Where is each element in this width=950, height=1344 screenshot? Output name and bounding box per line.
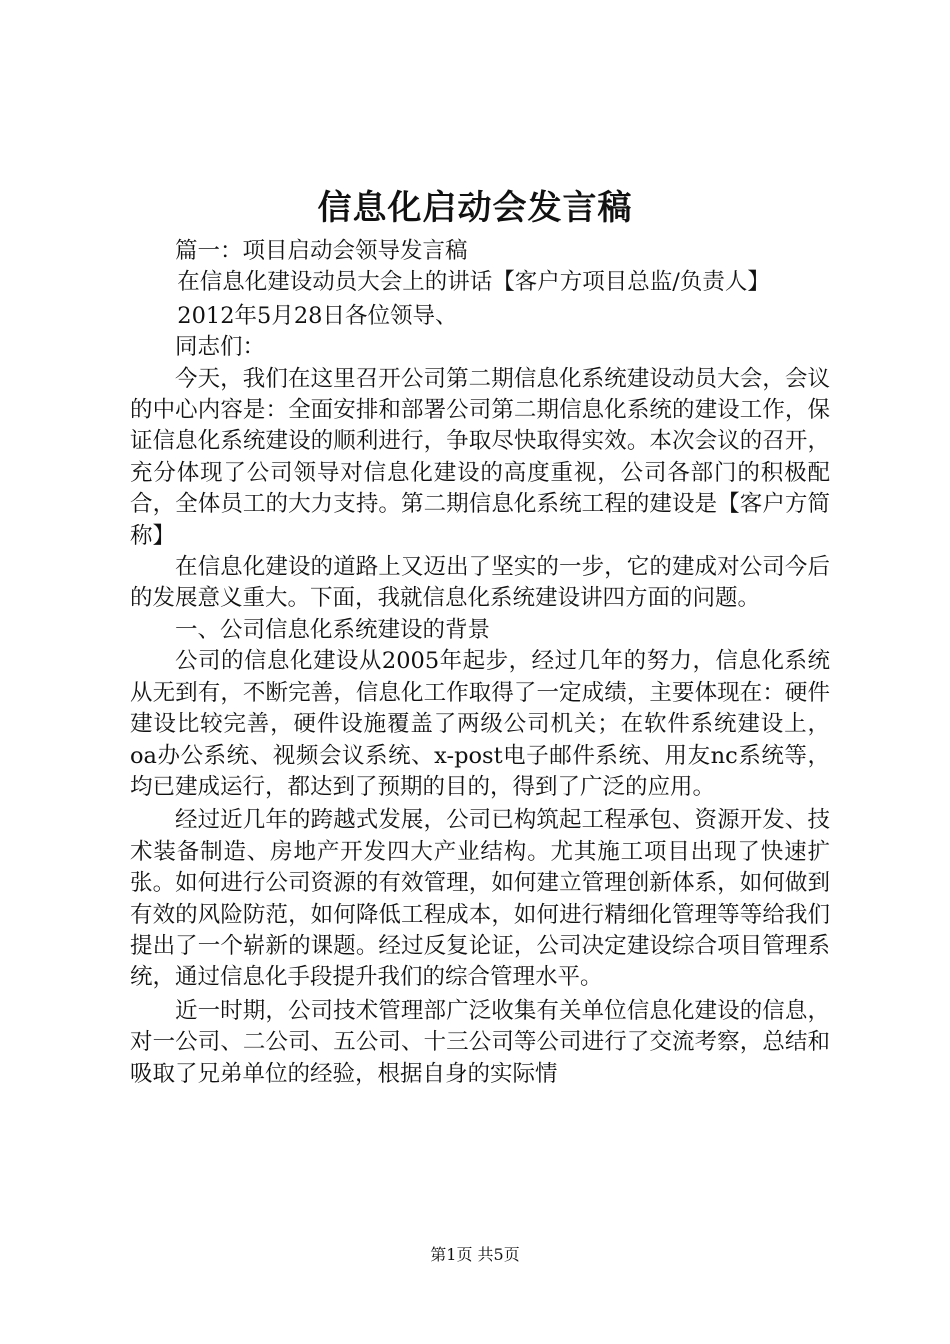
paragraph-opening: 今天，我们在这里召开公司第二期信息化系统建设动员大会，会议的中心内容是：全面安排和部署公司第二期信息化系统的建设工作，保证信息化系统建设的顺利进行，争取尽快取得实效。本次会议的召开，充分体现了公司领导对信息化建设的高度重视，公司各部门的积极配合，全体员工的大力支持。第二期信息化系统工程的建设是【客户方简称】 <box>130 365 830 549</box>
paragraph-speech-heading: 在信息化建设动员大会上的讲话【客户方项目总监/负责人】 <box>177 269 770 296</box>
paragraph-recent-period: 近一时期，公司技术管理部广泛收集有关单位信息化建设的信息，对一公司、二公司、五公司、十三公司等公司进行了交流考察，总结和吸取了兄弟单位的经验，根据自身的实际情 <box>130 997 830 1087</box>
paragraph-significance: 在信息化建设的道路上又迈出了坚实的一步，它的建成对公司今后的发展意义重大。下面，我就信息化系统建设讲四方面的问题。 <box>130 554 830 612</box>
paragraph-salutation: 同志们： <box>175 334 266 361</box>
document-body <box>130 236 830 1090</box>
paragraph-development: 经过近几年的跨越式发展，公司已构筑起工程承包、资源开发、技术装备制造、房地产开发四大产业结构。尤其施工项目出现了快速扩张。如何进行公司资源的有效管理，如何建立管理创新体系，如何做到有效的风险防范，如何降低工程成本，如何进行精细化管理等等给我们提出了一个崭新的课题。经过反复论证，公司决定建设综合项目管理系统，通过信息化手段提升我们的综合管理水平。 <box>130 807 830 991</box>
paragraph-section-one-heading: 一、公司信息化系统建设的背景 <box>175 616 491 643</box>
paragraph-date-greeting: 2012年5月28日各位领导、 <box>177 302 458 329</box>
document-title: 信息化启动会发言稿 <box>317 188 633 228</box>
page-number: 第1页 共5页 <box>430 1245 520 1264</box>
paragraph-background: 公司的信息化建设从2005年起步，经过几年的努力，信息化系统从无到有，不断完善，信息化工作取得了一定成绩，主要体现在：硬件建设比较完善，硬件设施覆盖了两级公司机关；在软件系统建设上，oa办公系统、视频会议系统、x-post电子邮件系统、用友nc系统等，均已建成运行，都达到了预期的目的，得到了广泛的应用。 <box>130 648 830 800</box>
paragraph-section-heading: 篇一：项目启动会领导发言稿 <box>175 238 468 264</box>
